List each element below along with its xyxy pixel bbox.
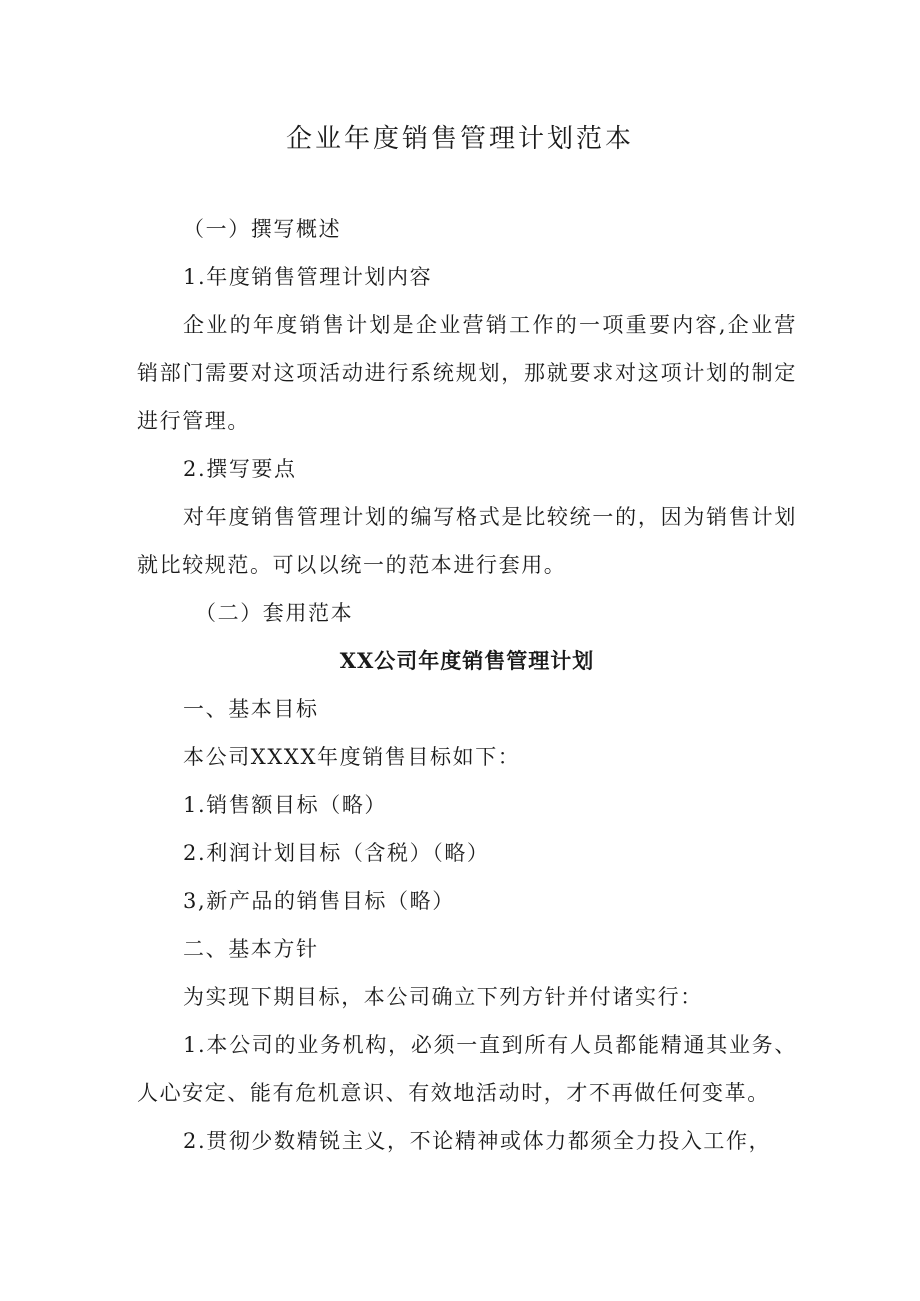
policy-item-2: 2.贯彻少数精锐主义，不论精神或体力都须全力投入工作， <box>183 1129 772 1153</box>
part1-heading: 一、基本目标 <box>183 697 319 721</box>
part2-intro: 为实现下期目标，本公司确立下列方针并付诸实行： <box>183 985 703 1009</box>
item2-paragraph-text: 对年度销售管理计划的编写格式是比较统一的，因为销售计划就比较规范。可以以统一的范本进行套用。 <box>137 505 797 577</box>
section1-heading: （一）撰写概述 <box>183 217 342 241</box>
section2-heading: （二）套用范本 <box>195 601 354 625</box>
item2-paragraph <box>137 493 797 589</box>
item2-heading: 2.撰写要点 <box>183 457 297 481</box>
policy-item-1 <box>137 1021 797 1117</box>
goal-item-2: 2.利润计划目标（含税）（略） <box>183 841 490 865</box>
document-title: 企业年度销售管理计划范本 <box>285 124 634 154</box>
goal-item-1: 1.销售额目标（略） <box>183 793 388 817</box>
part2-heading: 二、基本方针 <box>183 937 319 961</box>
document-body <box>137 205 797 1165</box>
policy-item-1-text: 1.本公司的业务机构，必须一直到所有人员都能精通其业务、人心安定、能有危机意识、有效地活动时，才不再做任何变革。 <box>137 1033 797 1105</box>
template-title: XX公司年度销售管理计划 <box>339 648 595 673</box>
item1-paragraph-text: 企业的年度销售计划是企业营销工作的一项重要内容,企业营销部门需要对这项活动进行系统规划，那就要求对这项计划的制定进行管理。 <box>137 313 797 433</box>
item1-paragraph <box>137 301 797 445</box>
item1-heading: 1.年度销售管理计划内容 <box>183 265 433 289</box>
part1-intro: 本公司XXXX年度销售目标如下： <box>183 745 521 769</box>
goal-item-3: 3,新产品的销售目标（略） <box>183 889 455 913</box>
